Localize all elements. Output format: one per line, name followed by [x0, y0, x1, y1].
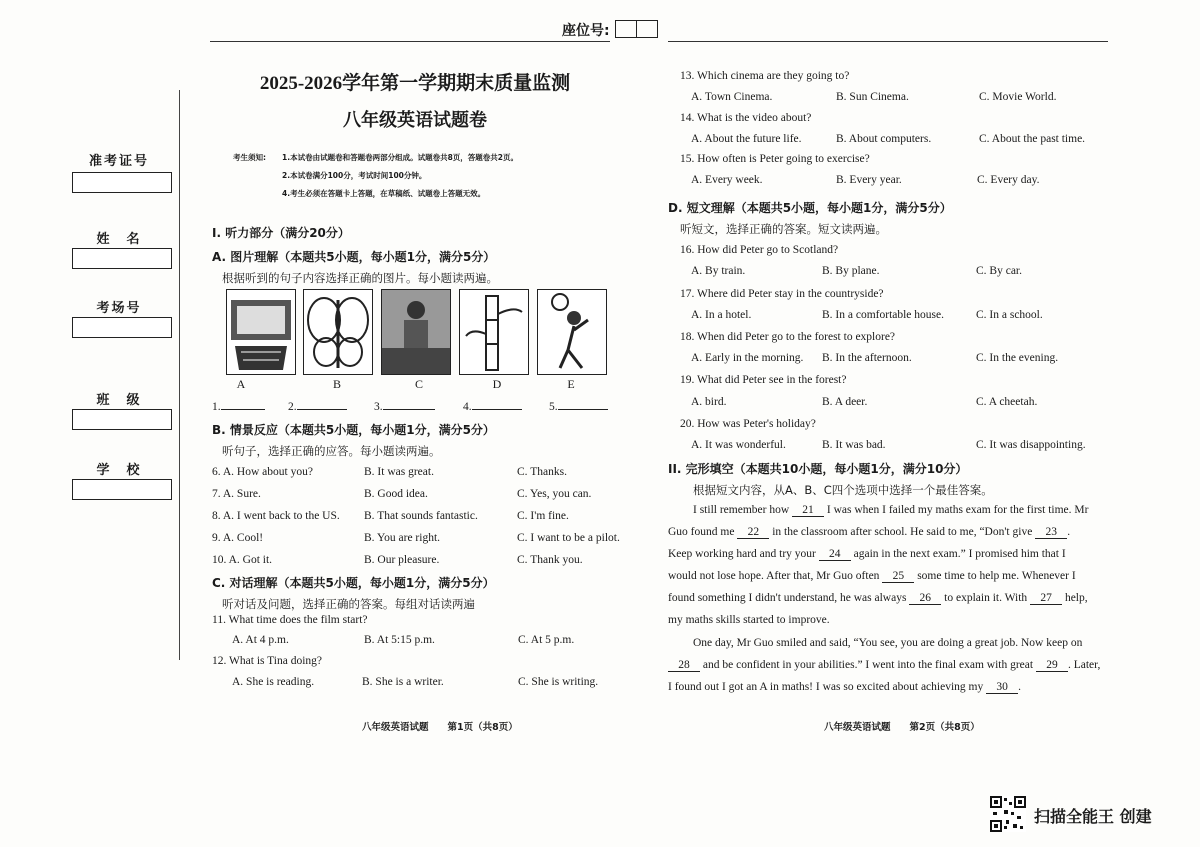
picture-a-building — [226, 289, 296, 375]
option-line: A. In a hotel. — [691, 309, 752, 321]
answer-blank-1[interactable]: 1. — [212, 399, 265, 413]
question-text: 15. How often is Peter going to exercise? — [680, 153, 870, 165]
picture-label: C — [414, 377, 423, 391]
option-line: A. She is reading. — [232, 676, 315, 688]
school-box — [72, 479, 172, 500]
option-line: C. Thanks. — [517, 466, 567, 478]
option-line: C. In a school. — [976, 309, 1043, 321]
question-text: 20. How was Peter's holiday? — [680, 418, 816, 430]
passage-line: would not lose hope. After that, Mr Guo often 25 some time to help me. Whenever I — [668, 570, 1076, 582]
option-line: 6. A. How about you? — [212, 466, 313, 478]
passage-line: 28 and be confident in your abilities.” I went into the final exam with great 29 . Later, — [668, 659, 1100, 672]
question-text: 19. What did Peter see in the forest? — [680, 374, 847, 386]
section-b-heading: B. 情景反应（本题共5小题，每小题1分，满分5分） — [212, 423, 495, 437]
passage-line: I still remember how 21 I was when I failed my maths exam for the first time. Mr — [693, 504, 1089, 516]
notice-item: 4.考生必须在答题卡上答题，在草稿纸、试题卷上答题无效。 — [282, 189, 486, 198]
answer-blank-5[interactable]: 5. — [549, 399, 608, 413]
name-box — [72, 248, 172, 269]
option-line: C. In the evening. — [976, 352, 1059, 364]
option-line: C. By car. — [976, 265, 1022, 277]
option-line: B. It was great. — [364, 466, 434, 478]
option-line: 9. A. Cool! — [212, 532, 264, 544]
page-footer-left: 八年级英语试题 第1页（共8页） — [362, 722, 518, 733]
side-label-class: 班 级 — [96, 393, 142, 408]
option-line: B. By plane. — [822, 265, 880, 277]
picture-c-people — [381, 289, 451, 375]
room-box — [72, 317, 172, 338]
passage-line: my maths skills started to improve. — [668, 614, 830, 626]
notice-item: 2.本试卷满分100分，考试时间100分钟。 — [282, 171, 427, 180]
section-b-instructions: 听句子，选择正确的应答。每小题读两遍。 — [222, 444, 441, 458]
option-line: B. Our pleasure. — [364, 554, 440, 566]
section-d-instructions: 听短文，选择正确的答案。短文读两遍。 — [680, 222, 887, 236]
option-line: C. Every day. — [977, 174, 1040, 186]
page-subtitle: 八年级英语试题卷 — [343, 110, 487, 131]
passage-line: Guo found me 22 in the classroom after school. He said to me, “Don't give 23 . — [668, 526, 1071, 538]
option-line: B. A deer. — [822, 396, 868, 408]
part2-heading: II. 完形填空（本题共10小题，每小题1分，满分10分） — [668, 462, 968, 476]
passage-line: Keep working hard and try your 24 again in the next exam.” I promised him that I — [668, 548, 1066, 560]
answer-blank-4[interactable]: 4. — [463, 399, 522, 413]
option-line: B. Sun Cinema. — [836, 91, 909, 103]
side-label-school: 学 校 — [96, 463, 142, 478]
picture-label: B — [332, 377, 341, 391]
option-line: 7. A. Sure. — [212, 488, 261, 500]
picture-e-basketball — [537, 289, 607, 375]
answer-blank-2[interactable]: 2. — [288, 399, 347, 413]
notice-item: 1.本试卷由试题卷和答题卷两部分组成。试题卷共8页，答题卷共2页。 — [282, 153, 519, 162]
question-text: 11. What time does the film start? — [212, 614, 368, 626]
page-footer-right: 八年级英语试题 第2页（共8页） — [824, 722, 980, 733]
scanner-watermark: 扫描全能王 创建 — [1034, 807, 1152, 826]
option-line: B. In the afternoon. — [822, 352, 912, 364]
section-heading: I. 听力部分（满分20分） — [212, 226, 350, 240]
picture-label: A — [236, 377, 246, 391]
section-c-heading: C. 对话理解（本题共5小题，每小题1分，满分5分） — [212, 576, 495, 590]
option-line: C. Thank you. — [517, 554, 583, 566]
option-line: 10. A. Got it. — [212, 554, 273, 566]
question-text: 13. Which cinema are they going to? — [680, 70, 850, 82]
option-line: A. At 4 p.m. — [232, 634, 289, 646]
picture-d-bamboo — [459, 289, 529, 375]
section-a-heading: A. 图片理解（本题共5小题，每小题1分，满分5分） — [212, 250, 496, 264]
class-box — [72, 409, 172, 430]
option-line: C. She is writing. — [518, 676, 599, 688]
question-text: 18. When did Peter go to the forest to explore? — [680, 331, 896, 343]
option-line: C. A cheetah. — [976, 396, 1038, 408]
option-line: B. About computers. — [836, 133, 932, 145]
option-line: C. Movie World. — [979, 91, 1057, 103]
side-label-exam-id: 准考证号 — [88, 154, 149, 169]
option-line: 8. A. I went back to the US. — [212, 510, 340, 522]
seat-number-label: 座位号: — [562, 23, 610, 39]
question-text: 14. What is the video about? — [680, 112, 812, 124]
option-line: A. About the future life. — [691, 133, 802, 145]
question-text: 17. Where did Peter stay in the countryside? — [680, 288, 884, 300]
option-line: C. I want to be a pilot. — [517, 532, 620, 544]
option-line: B. Good idea. — [364, 488, 428, 500]
page-title: 2025-2026学年第一学期期末质量监测 — [259, 73, 571, 94]
option-line: A. By train. — [691, 265, 746, 277]
side-label-name: 姓 名 — [96, 232, 142, 247]
option-line: C. I'm fine. — [517, 510, 569, 522]
binding-line — [179, 90, 180, 660]
question-text: 12. What is Tina doing? — [212, 655, 323, 667]
option-line: B. You are right. — [364, 532, 441, 544]
option-line: A. Town Cinema. — [691, 91, 773, 103]
option-line: A. Every week. — [691, 174, 763, 186]
option-line: B. It was bad. — [822, 439, 886, 451]
option-line: A. It was wonderful. — [691, 439, 786, 451]
option-line: A. bird. — [691, 396, 727, 408]
notice-head: 考生须知: — [233, 153, 266, 162]
question-text: 16. How did Peter go to Scotland? — [680, 244, 839, 256]
option-line: B. Every year. — [836, 174, 902, 186]
top-rule-left — [210, 41, 610, 42]
seat-number-boxes — [615, 20, 656, 38]
picture-label: D — [492, 377, 502, 391]
exam-id-box — [72, 172, 172, 193]
option-line: B. She is a writer. — [362, 676, 444, 688]
part2-instructions: 根据短文内容，从A、B、C四个选项中选择一个最佳答案。 — [693, 483, 993, 497]
option-line: C. About the past time. — [979, 133, 1086, 145]
option-line: B. In a comfortable house. — [822, 309, 944, 321]
answer-blank-3[interactable]: 3. — [374, 399, 435, 413]
option-line: A. Early in the morning. — [691, 352, 804, 364]
section-d-heading: D. 短文理解（本题共5小题，每小题1分，满分5分） — [668, 201, 952, 215]
top-rule-right — [668, 41, 1108, 42]
option-line: B. At 5:15 p.m. — [364, 634, 435, 646]
option-line: C. Yes, you can. — [517, 488, 592, 500]
passage-line: I found out I got an A in maths! I was so excited about achieving my 30 . — [668, 681, 1021, 693]
side-label-room: 考场号 — [96, 301, 142, 316]
section-c-instructions: 听对话及问题，选择正确的答案。每组对话读两遍 — [222, 597, 475, 611]
qr-code-icon — [990, 796, 1026, 832]
section-a-instructions: 根据听到的句子内容选择正确的图片。每小题读两遍。 — [222, 271, 498, 285]
picture-b-butterfly — [303, 289, 373, 375]
passage-line: One day, Mr Guo smiled and said, “You see, you are doing a great job. Now keep on — [693, 637, 1083, 649]
option-line: C. It was disappointing. — [976, 439, 1086, 451]
option-line: C. At 5 p.m. — [518, 634, 575, 646]
picture-label: E — [567, 377, 575, 391]
passage-line: found something I didn't understand, he was always 26 to explain it. With 27 help, — [668, 592, 1088, 604]
option-line: B. That sounds fantastic. — [364, 510, 478, 522]
